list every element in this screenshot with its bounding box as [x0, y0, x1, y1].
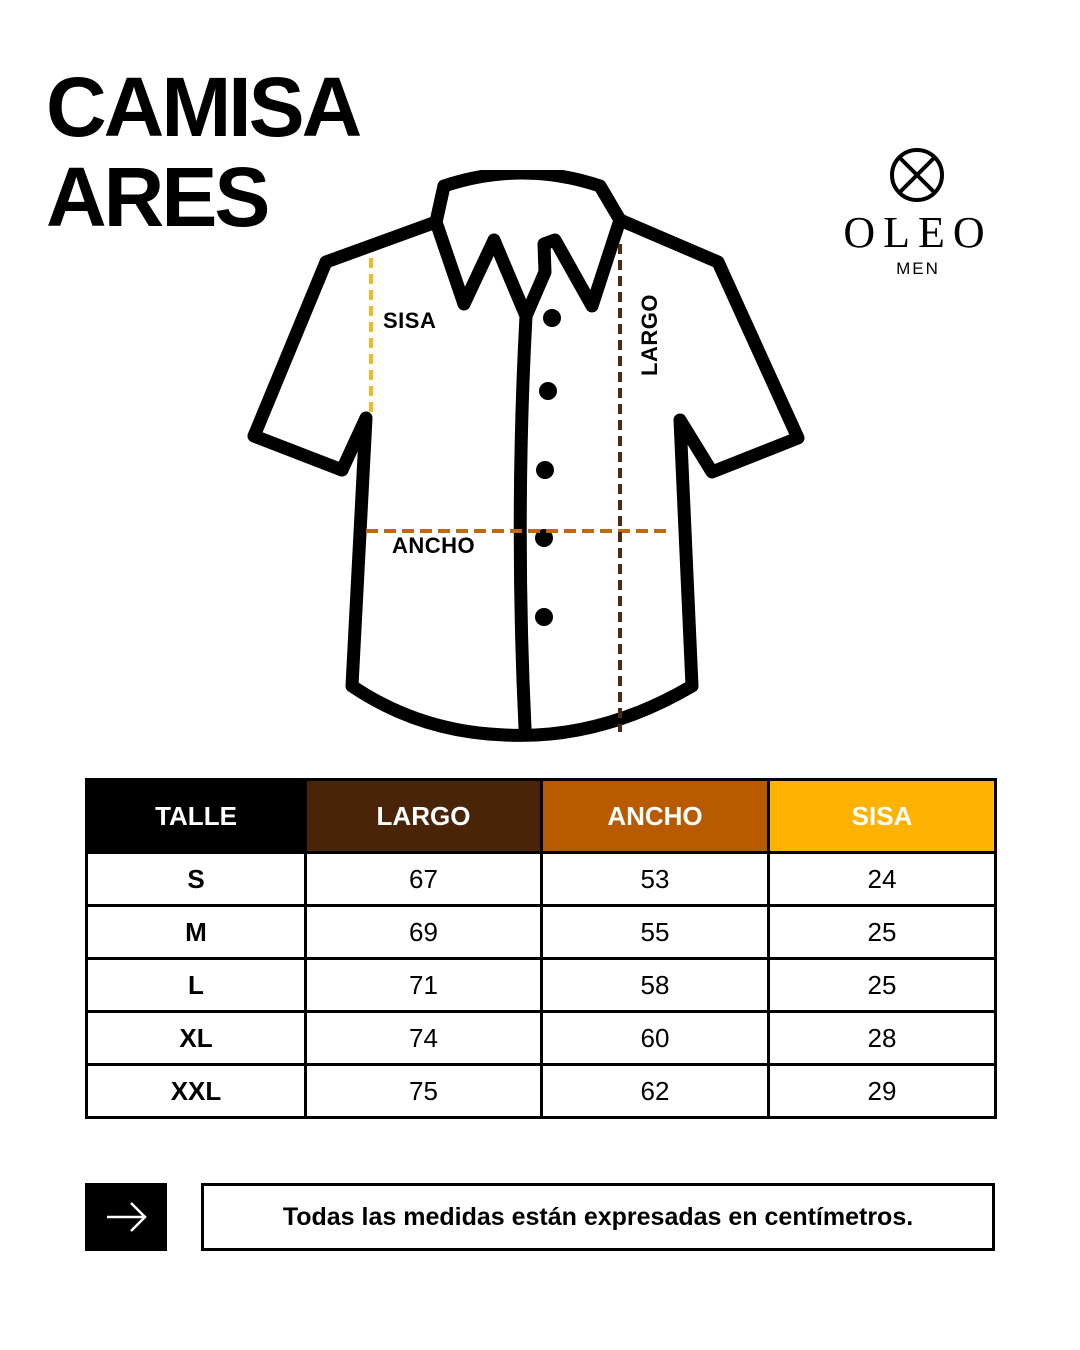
button: [539, 382, 557, 400]
brand-logo: [830, 145, 1010, 285]
size-cell: XXL: [87, 1065, 306, 1118]
button: [535, 608, 553, 626]
table-row: [87, 1012, 996, 1065]
brand-subtitle: MEN: [896, 259, 940, 278]
size-cell: L: [87, 959, 306, 1012]
shirt-diagram: [240, 170, 820, 760]
header-ancho: ANCHO: [542, 780, 769, 853]
sisa-label: SISA: [383, 308, 437, 333]
size-table: [85, 778, 997, 1119]
ancho-label: ANCHO: [392, 533, 476, 558]
sisa-cell: 25: [769, 959, 996, 1012]
ancho-cell: 58: [542, 959, 769, 1012]
size-cell: XL: [87, 1012, 306, 1065]
header-sisa: SISA: [769, 780, 996, 853]
table-row: [87, 853, 996, 906]
title-line-2: ARES: [46, 150, 268, 244]
right-collar: [526, 186, 620, 316]
circle-x-icon: [889, 147, 945, 203]
largo-cell: 69: [306, 906, 542, 959]
sisa-cell: 24: [769, 853, 996, 906]
ancho-cell: 62: [542, 1065, 769, 1118]
sisa-cell: 28: [769, 1012, 996, 1065]
ancho-cell: 53: [542, 853, 769, 906]
largo-cell: 74: [306, 1012, 542, 1065]
sisa-cell: 25: [769, 906, 996, 959]
table-row: [87, 906, 996, 959]
largo-cell: 75: [306, 1065, 542, 1118]
size-cell: S: [87, 853, 306, 906]
arrow-right-icon: [85, 1183, 167, 1251]
table-header-row: [87, 780, 996, 853]
ancho-cell: 60: [542, 1012, 769, 1065]
largo-cell: 71: [306, 959, 542, 1012]
title-line-1: CAMISA: [46, 60, 360, 154]
largo-label: LARGO: [637, 294, 662, 376]
size-cell: M: [87, 906, 306, 959]
brand-name: OLEO: [843, 208, 993, 257]
header-largo: LARGO: [306, 780, 542, 853]
sisa-cell: 29: [769, 1065, 996, 1118]
table-row: [87, 959, 996, 1012]
table-row: [87, 1065, 996, 1118]
placket-line: [520, 316, 526, 728]
header-talle: TALLE: [87, 780, 306, 853]
measurement-note: Todas las medidas están expresadas en centímetros.: [201, 1183, 995, 1251]
button: [536, 461, 554, 479]
largo-cell: 67: [306, 853, 542, 906]
ancho-cell: 55: [542, 906, 769, 959]
left-collar: [436, 186, 526, 316]
button: [543, 309, 561, 327]
arrow-box: [85, 1183, 167, 1251]
